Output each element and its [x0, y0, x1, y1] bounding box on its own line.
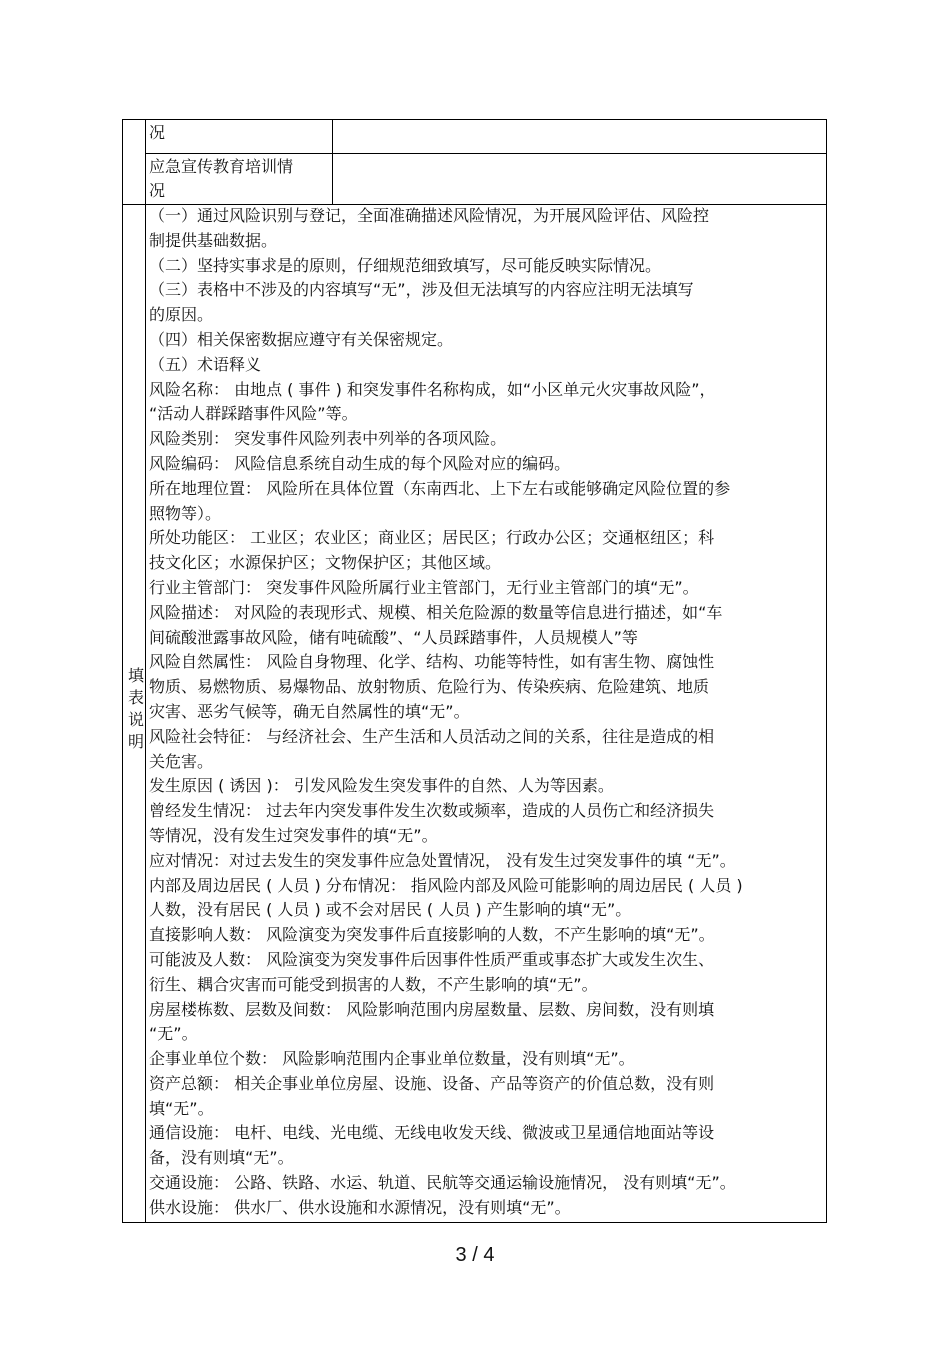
instruction-line: （五）术语释义 — [149, 354, 262, 374]
instruction-line: （二）坚持实事求是的原则，仔细规范细致填写，尽可能反映实际情况。 — [149, 255, 662, 275]
instruction-line: 制提供基础数据。 — [149, 230, 278, 250]
instruction-line: 所在地理位置： 风险所在具体位置（东南西北、上下左右或能够确定风险位置的参 — [149, 478, 731, 498]
instruction-line: 发生原因 ( 诱因 )： 引发风险发生突发事件的自然、人为等因素。 — [149, 776, 614, 796]
instruction-line: 直接影响人数： 风险演变为突发事件后直接影响的人数，不产生影响的填“无”。 — [149, 925, 715, 945]
instruction-line: 风险社会特征： 与经济社会、生产生活和人员活动之间的关系，往往是造成的相 — [149, 726, 715, 746]
row-label-situation: 况 — [149, 123, 166, 142]
side-column-divider — [145, 119, 146, 1223]
instruction-line: 关危害。 — [149, 751, 214, 771]
instruction-line: 可能波及人数： 风险演变为突发事件后因事件性质严重或事态扩大或发生次生、 — [149, 949, 715, 969]
instruction-line: （一）通过风险识别与登记，全面准确描述风险情况，为开展风险评估、风险控 — [149, 206, 710, 225]
instruction-line: 照物等）。 — [149, 503, 222, 523]
instruction-line: 内部及周边居民 ( 人员 ) 分布情况： 指风险内部及风险可能影响的周边居民 ( 人员 ) — [149, 875, 743, 895]
instruction-line: 曾经发生情况： 过去年内突发事件发生次数或频率，造成的人员伤亡和经济损失 — [149, 801, 715, 821]
instruction-line: “无”。 — [149, 1024, 198, 1044]
instruction-line: 房屋楼栋数、层数及间数： 风险影响范围内房屋数量、层数、房间数，没有则填 — [149, 999, 715, 1019]
instruction-line: 风险描述： 对风险的表现形式、规模、相关危险源的数量等信息进行描述，如“车 — [149, 602, 723, 622]
row-label-training-line1: 应急宣传教育培训情 — [149, 157, 294, 176]
side-label-char: 说 — [127, 710, 144, 729]
instruction-line: 备，没有则填“无”。 — [149, 1148, 294, 1168]
instruction-line: 资产总额： 相关企事业单位房屋、设施、设备、产品等资产的价值总数，没有则 — [149, 1073, 715, 1093]
instruction-line: 技文化区；水源保护区；文物保护区；其他区域。 — [149, 553, 502, 573]
instruction-line: 风险编码： 风险信息系统自动生成的每个风险对应的编码。 — [149, 453, 571, 473]
side-label-char: 表 — [127, 688, 144, 707]
instruction-line: 风险自然属性： 风险自身物理、化学、结构、功能等特性，如有害生物、腐蚀性 — [149, 652, 715, 672]
instruction-line: 间硫酸泄露事故风险，储有吨硫酸”、“人员踩踏事件，人员规模人”等 — [149, 627, 638, 647]
row-divider-1 — [145, 153, 827, 154]
label-column-divider — [332, 119, 333, 204]
side-label-char: 明 — [127, 732, 144, 751]
instruction-line: 灾害、恶劣气候等，确无自然属性的填“无”。 — [149, 701, 470, 721]
instruction-line: “活动人群踩踏事件风险”等。 — [149, 404, 358, 424]
instruction-line: 应对情况：对过去发生的突发事件应急处置情况， 没有发生过突发事件的填 “无”。 — [149, 850, 736, 870]
instruction-line: 填“无”。 — [149, 1098, 214, 1118]
instruction-line: 风险名称： 由地点 ( 事件 ) 和突发事件名称构成，如“小区单元火灾事故风险”， — [149, 379, 716, 399]
instruction-line: 衍生、耦合灾害而可能受到损害的人数，不产生影响的填“无”。 — [149, 974, 598, 994]
instruction-line: 供水设施： 供水厂、供水设施和水源情况，没有则填“无”。 — [149, 1197, 571, 1217]
instruction-line: （四）相关保密数据应遵守有关保密规定。 — [149, 329, 454, 349]
page-number: 3 / 4 — [455, 1244, 495, 1266]
instruction-line: 所处功能区： 工业区；农业区；商业区；居民区；行政办公区；交通枢纽区；科 — [149, 528, 715, 548]
instructions-body — [149, 204, 829, 1221]
instruction-line: 等情况，没有发生过突发事件的填“无”。 — [149, 825, 438, 845]
instruction-line: 人数，没有居民 ( 人员 ) 或不会对居民 ( 人员 ) 产生影响的填“无”。 — [149, 900, 632, 920]
row-label-training-line2: 况 — [149, 181, 166, 200]
instruction-line: 企事业单位个数： 风险影响范围内企事业单位数量，没有则填“无”。 — [149, 1049, 635, 1069]
side-label-char: 填 — [127, 666, 144, 685]
fill-instructions-label — [127, 665, 145, 753]
instruction-line: 交通设施： 公路、铁路、水运、轨道、民航等交通运输设施情况， 没有则填“无”。 — [149, 1173, 736, 1193]
instruction-line: 行业主管部门： 突发事件风险所属行业主管部门，无行业主管部门的填“无”。 — [149, 577, 699, 597]
instruction-line: 的原因。 — [149, 305, 214, 325]
instruction-line: 通信设施： 电杆、电线、光电缆、无线电收发天线、微波或卫星通信地面站等设 — [149, 1123, 715, 1143]
instruction-line: （三）表格中不涉及的内容填写“无”，涉及但无法填写的内容应注明无法填写 — [149, 280, 694, 300]
instruction-line: 风险类别： 突发事件风险列表中列举的各项风险。 — [149, 429, 507, 449]
instruction-line: 物质、易燃物质、易爆物品、放射物质、危险行为、传染疾病、危险建筑、地质 — [149, 677, 710, 697]
